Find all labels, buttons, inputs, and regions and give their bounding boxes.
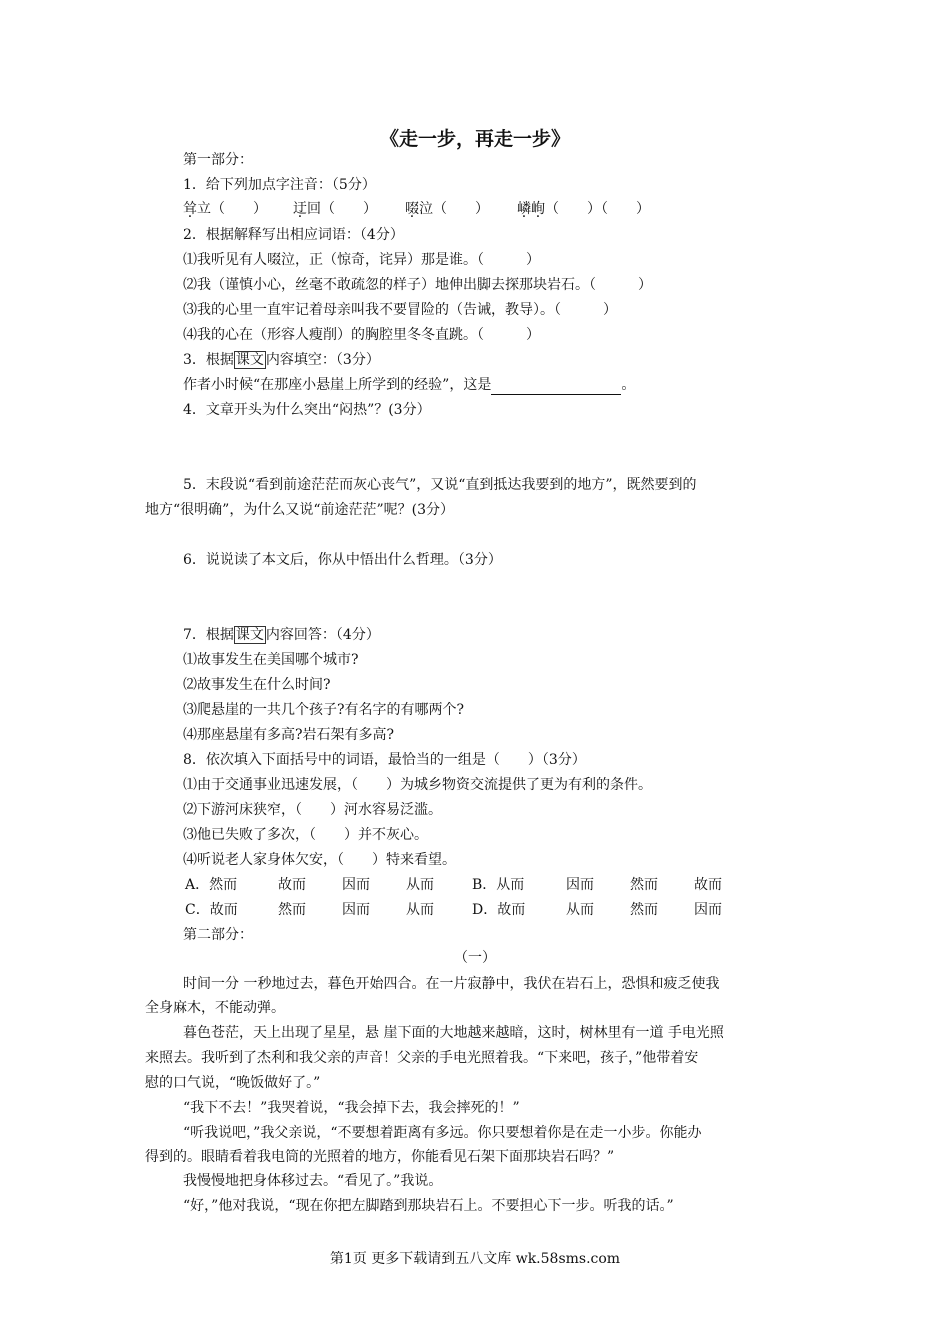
passage-line: 暮色苍茫，天上出现了星星，悬 崖下面的大地越来越暗，这时，树林里有一道 手电光照 xyxy=(183,1025,724,1041)
question-2: 2．根据解释写出相应词语：（4分） xyxy=(183,227,404,243)
passage-line: “听我说吧，”我父亲说，“不要想着距离有多远。你只要想着你是在走一小步。你能办 xyxy=(183,1125,702,1141)
passage-line: 全身麻木，不能动弹。 xyxy=(145,1000,285,1016)
q2-item-2: ⑵我（谨慎小心，丝毫不敢疏忽的样子）地伸出脚去探那块岩石。（ ） xyxy=(183,277,652,293)
section-number: （一） xyxy=(454,950,496,966)
option-a: A．然而 xyxy=(185,877,238,893)
q3-fill-line: 作者小时候“在那座小悬崖上所学到的经验”，这是 。 xyxy=(183,377,636,393)
passage-line: 时间一分 一秒地过去，暮色开始四合。在一片寂静中，我伏在岩石上，恐惧和疲乏使我 xyxy=(183,976,720,992)
passage-line: 来照去。我听到了杰利和我父亲的声音！父亲的手电光照着我。“下来吧，孩子，”他带着安 xyxy=(145,1050,699,1066)
q2-item-4: ⑷我的心在（形容人瘦削）的胸腔里冬冬直跳。（ ） xyxy=(183,327,540,343)
pinyin-item-4: 嶙峋（ ）（ ） xyxy=(517,201,650,217)
q7-item-1: ⑴故事发生在美国哪个城市? xyxy=(183,652,359,668)
question-7: 7．根据 课文 内容回答：（4分） xyxy=(183,627,380,643)
q7-item-2: ⑵故事发生在什么时间? xyxy=(183,677,331,693)
question-8: 8．依次填入下面括号中的词语，最恰当的一组是（ ）（3分） xyxy=(183,752,586,768)
boxed-word: 课文 xyxy=(235,352,264,368)
q7-item-3: ⑶爬悬崖的一共几个孩子?有名字的有哪两个? xyxy=(183,702,465,718)
q7-item-4: ⑷那座悬崖有多高?岩石架有多高? xyxy=(183,727,395,743)
pinyin-item-2: 迂回（ ） xyxy=(293,201,377,217)
question-3: 3．根据 课文 内容填空：（3分） xyxy=(183,352,380,368)
page-footer: 第1页 更多下载请到五八文库 wk.58sms.com xyxy=(329,1251,621,1267)
pinyin-item-3: 啜泣（ ） xyxy=(405,201,489,217)
answer-blank xyxy=(491,378,621,395)
passage-line: 慰的口气说，“晚饭做好了。” xyxy=(145,1075,321,1091)
question-5-line-2: 地方“很明确”，为什么又说“前途茫茫”呢？(3分） xyxy=(145,502,454,518)
part-one-heading: 第一部分： xyxy=(183,152,253,168)
pinyin-item-1: 耸立（ ） xyxy=(183,201,267,217)
q8-item-1: ⑴由于交通事业迅速发展，（ ）为城乡物资交流提供了更为有利的条件。 xyxy=(183,777,652,793)
document-title: 《走一步，再走一步》 xyxy=(379,128,570,150)
option-c: C．故而 xyxy=(185,902,238,918)
question-5-line-1: 5．末段说“看到前途茫茫而灰心丧气”，又说“直到抵达我要到的地方”，既然要到的 xyxy=(183,477,697,493)
passage-line: 得到的。眼睛看着我电筒的光照着的地方，你能看见石架下面那块岩石吗？” xyxy=(145,1149,615,1165)
passage-line: “我下不去！”我哭着说，“我会掉下去，我会摔死的！” xyxy=(183,1100,520,1116)
passage-line: 我慢慢地把身体移过去。“看见了。”我说。 xyxy=(183,1173,443,1189)
q2-item-3: ⑶我的心里一直牢记着母亲叫我不要冒险的（告诫，教导）。（ ） xyxy=(183,302,617,318)
boxed-word: 课文 xyxy=(235,627,264,643)
q8-item-2: ⑵下游河床狭窄，（ ）河水容易泛滥。 xyxy=(183,802,442,818)
q8-item-3: ⑶他已失败了多次，（ ）并不灰心。 xyxy=(183,827,428,843)
question-4: 4．文章开头为什么突出“闷热”？(3分） xyxy=(183,402,431,418)
question-6: 6．说说读了本文后，你从中悟出什么哲理。（3分） xyxy=(183,552,502,568)
q8-item-4: ⑷听说老人家身体欠安，（ ）特来看望。 xyxy=(183,852,456,868)
option-d: D．故而 xyxy=(472,902,526,918)
option-b: B．从而 xyxy=(472,877,525,893)
part-two-heading: 第二部分： xyxy=(183,927,253,943)
passage-line: “好，”他对我说，“现在你把左脚踏到那块岩石上。不要担心下一步。听我的话。” xyxy=(183,1198,674,1214)
q2-item-1: ⑴我听见有人啜泣，正（惊奇，诧异）那是谁。（ ） xyxy=(183,252,540,268)
question-1: 1．给下列加点字注音：（5分） xyxy=(183,177,376,193)
